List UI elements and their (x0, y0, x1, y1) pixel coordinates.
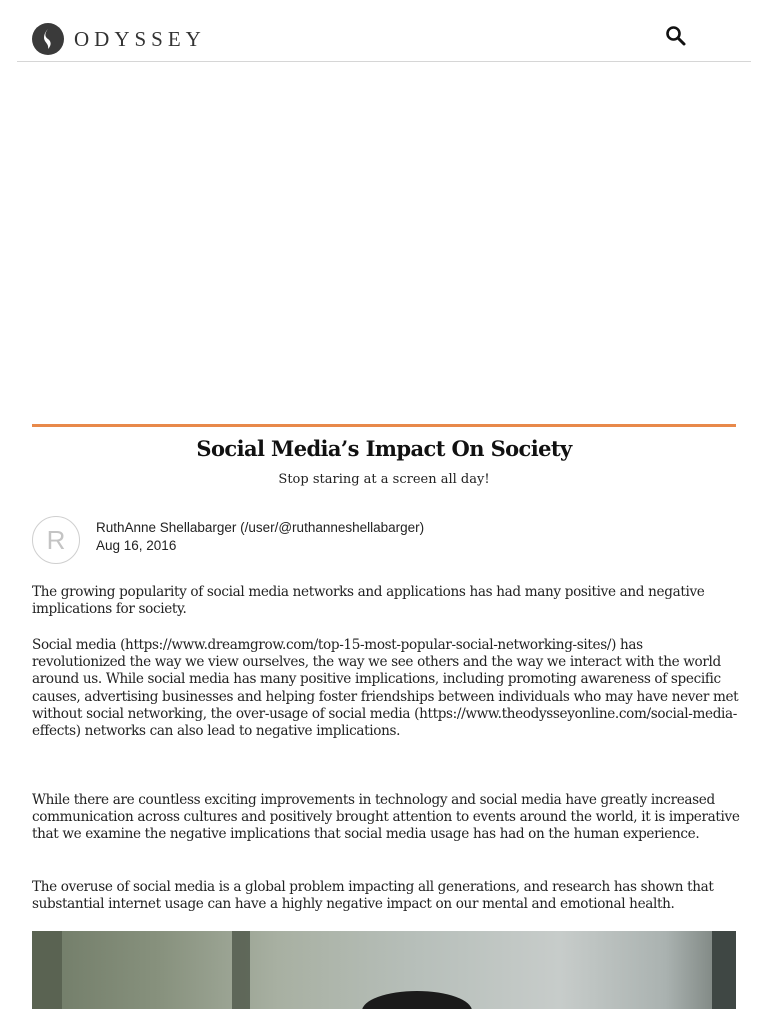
odyssey-logo[interactable] (32, 23, 206, 55)
image-subject (362, 991, 472, 1009)
author-name-link[interactable]: RuthAnne Shellabarger (/user/@ruthanneshellabarger) (96, 520, 425, 535)
title-divider (32, 424, 736, 427)
image-shadow (32, 931, 62, 1009)
article-paragraph: The growing popularity of social media networks and applications has had many positive and negative implications for society. (32, 584, 705, 618)
ad-slot (32, 64, 736, 419)
logo-wordmark: ODYSSEY (74, 26, 206, 51)
article-paragraph: While there are countless exciting improvements in technology and social media have greatly increased communication across cultures and positively brought attention to events around the world, it is imperative that we examine the negative implications that social media usage has had on the human experience. (32, 792, 740, 843)
article-paragraph: Social media (https://www.dreamgrow.com/top-15-most-popular-social-networking-sites/) has revolutionized the way we view ourselves, the way we see others and the way we interact with the world around us. While social media has many positive implications, including promoting awareness of specific causes, advertising businesses and helping foster friendships between individuals who may have never met without social networking, the over-usage of social media (https://www.theodysseyonline.com/social-media-effects) networks can also lead to negative implications. (32, 637, 739, 740)
author-avatar[interactable]: R (32, 516, 80, 564)
article-subtitle: Stop staring at a screen all day! (278, 472, 490, 487)
image-shadow (232, 931, 250, 1009)
article-title: Social Media’s Impact On Society (196, 436, 572, 461)
search-icon[interactable] (664, 24, 688, 48)
odyssey-flame-logo-icon (32, 23, 64, 55)
article-paragraph: The overuse of social media is a global problem impacting all generations, and research has shown that substantial internet usage can have a highly negative impact on our mental and emotional health. (32, 879, 714, 913)
article-image (32, 931, 736, 1009)
image-shadow (712, 931, 736, 1009)
site-header (17, 0, 751, 62)
post-date: Aug 16, 2016 (96, 538, 177, 553)
